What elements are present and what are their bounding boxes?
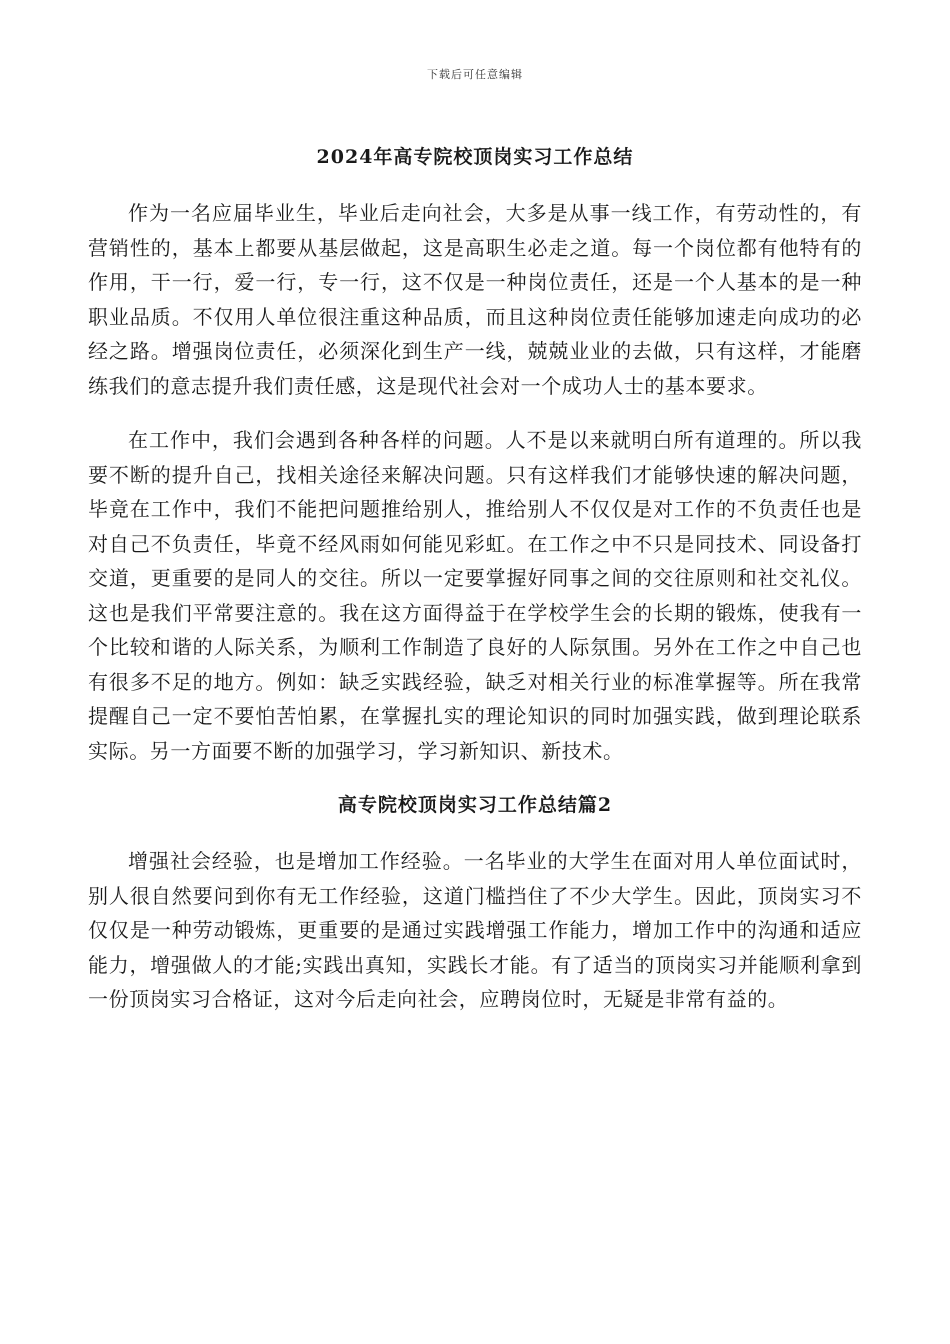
- header-note: 下载后可任意编辑: [427, 68, 523, 81]
- paragraph-2: 在工作中，我们会遇到各种各样的问题。人不是以来就明白所有道理的。所以我要不断的提升自己，找相关途径来解决问题。只有这样我们才能够快速的解决问题，毕竟在工作中，我们不能把问题推给别人，推给别人不仅仅是对工作的不负责任也是对自己不负责任，毕竟不经风雨如何能见彩虹。在工作之中不只是同技术、同设备打交道，更重要的是同人的交往。所以一定要掌握好同事之间的交往原则和社交礼仪。这也是我们平常要注意的。我在这方面得益于在学校学生会的长期的锻炼，使我有一个比较和谐的人际关系，为顺利工作制造了良好的人际氛围。另外在工作之中自己也有很多不足的地方。例如：缺乏实践经验，缺乏对相关行业的标准掌握等。所在我常提醒自己一定不要怕苦怕累，在掌握扎实的理论知识的同时加强实践，做到理论联系实际。另一方面要不断的加强学习，学习新知识、新技术。: [88, 428, 862, 763]
- section-2-paragraph-1: 增强社会经验，也是增加工作经验。一名毕业的大学生在面对用人单位面试时，别人很自然要问到你有无工作经验，这道门槛挡住了不少大学生。因此，顶岗实习不仅仅是一种劳动锻炼，更重要的是通过实践增强工作能力，增加工作中的沟通和适应能力，增强做人的才能;实践出真知，实践长才能。有了适当的顶岗实习并能顺利拿到一份顶岗实习合格证，这对今后走向社会，应聘岗位时，无疑是非常有益的。: [88, 849, 862, 1011]
- document-content: [88, 140, 862, 1037]
- document-title: 2024年高专院校顶岗实习工作总结: [316, 146, 634, 168]
- paragraph-1: 作为一名应届毕业生，毕业后走向社会，大多是从事一线工作，有劳动性的，有营销性的，基本上都要从基层做起，这是高职生必走之道。每一个岗位都有他特有的作用，干一行，爱一行，专一行，这不仅是一种岗位责任，还是一个人基本的是一种职业品质。不仅用人单位很注重这种品质，而且这种岗位责任能够加速走向成功的必经之路。增强岗位责任，必须深化到生产一线，兢兢业业的去做，只有这样，才能磨练我们的意志提升我们责任感，这是现代社会对一个成功人士的基本要求。: [88, 201, 862, 398]
- section-2-title: 高专院校顶岗实习工作总结篇2: [337, 794, 613, 816]
